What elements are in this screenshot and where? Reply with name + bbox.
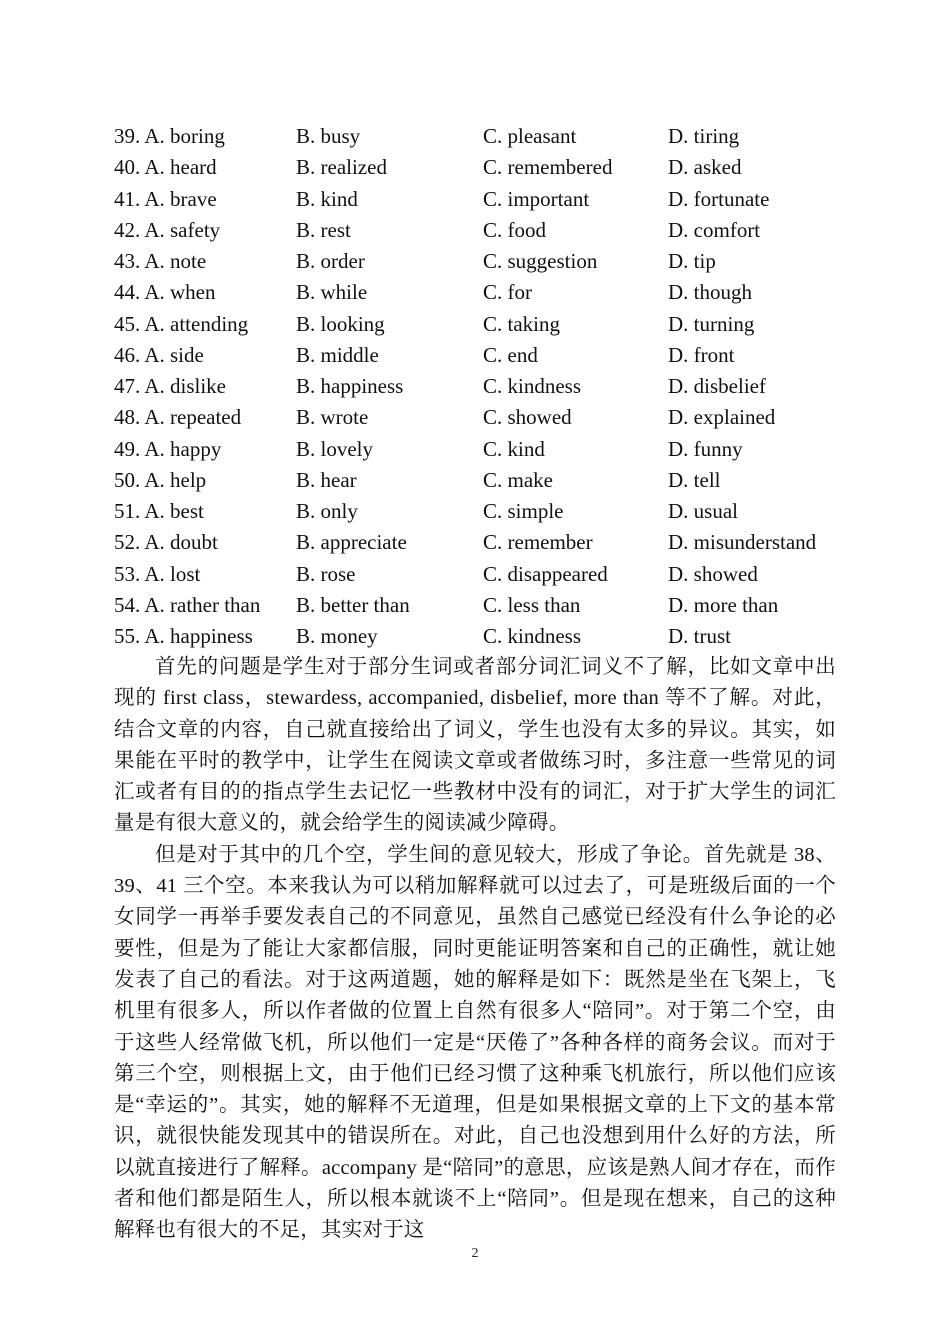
- option-a: [114, 559, 200, 590]
- option-b: B. rest: [296, 217, 351, 242]
- option-b: B. realized: [296, 155, 387, 180]
- option-row: [114, 621, 854, 652]
- question-number: 54.: [114, 592, 141, 617]
- question-number: 51.: [114, 499, 141, 523]
- question-number: 40.: [114, 155, 141, 180]
- option-a: [114, 465, 206, 496]
- option-d: D. trust: [668, 624, 731, 648]
- option-row: [114, 340, 854, 371]
- option-b: B. only: [296, 499, 358, 523]
- option-d: D. though: [668, 280, 752, 305]
- option-d: D. front: [668, 342, 735, 367]
- option-c: C. simple: [483, 499, 564, 523]
- option-a-text: A. happiness: [144, 624, 253, 648]
- answer-options-list: [114, 121, 854, 652]
- option-b: B. kind: [296, 186, 358, 211]
- option-a: [114, 496, 204, 527]
- option-b: B. busy: [296, 124, 361, 148]
- option-c: C. remember: [483, 530, 593, 555]
- option-b: B. wrote: [296, 405, 369, 430]
- option-c: C. remembered: [483, 155, 613, 180]
- option-d: D. tiring: [668, 124, 740, 148]
- option-row: [114, 590, 854, 621]
- option-row: [114, 496, 854, 527]
- question-number: 44.: [114, 280, 141, 305]
- option-a-text: A. doubt: [144, 530, 218, 555]
- option-d: D. explained: [668, 405, 776, 430]
- paragraph: 但是对于其中的几个空，学生间的意见较大，形成了争论。首先就是 38、39、41 三个空。本来我认为可以稍加解释就可以过去了，可是班级后面的一个女同学一再举手要发表自己的不同意见，虽然自己感觉已经没有什么争论的必要性，但是为了能让大家都信服，同时更能证明答案和自己的正确性，就让她发表了自己的看法。对于这两道题，她的解释是如下：既然是坐在飞架上，飞机里有很多人，所以作者做的位置上自然有很多人“陪同”。对于第二个空，由于这些人经常做飞机，所以他们一定是“厌倦了”各种各样的商务会议。而对于第三个空，则根据上文，由于他们已经习惯了这种乘飞机旅行，所以他们应该是“幸运的”。其实，她的解释不无道理，但是如果根据文章的上下文的基本常识，就很快能发现其中的错误所在。对此，自己也没想到用什么好的方法，所以就直接进行了解释。accompany 是“陪同”的意思，应该是熟人间才存在，而作者和他们都是陌生人，所以根本就谈不上“陪同”。但是现在想来，自己的这种解释也有很大的不足，其实对于这: [114, 843, 836, 1242]
- option-row: [114, 309, 854, 340]
- option-a: [114, 402, 241, 433]
- body-text: [114, 652, 836, 1247]
- option-row: [114, 246, 854, 277]
- option-c: C. kindness: [483, 374, 582, 398]
- option-a: [114, 621, 253, 652]
- option-a: [114, 590, 260, 621]
- question-number: 53.: [114, 561, 141, 586]
- option-row: [114, 434, 854, 465]
- option-row: [114, 277, 854, 308]
- option-c: C. important: [483, 186, 590, 211]
- option-d: D. usual: [668, 499, 738, 523]
- option-c: C. pleasant: [483, 124, 577, 148]
- option-row: [114, 152, 854, 183]
- option-a: [114, 246, 206, 277]
- question-number: 49.: [114, 436, 141, 461]
- option-d: D. misunderstand: [668, 530, 817, 555]
- option-b: B. rose: [296, 561, 356, 586]
- option-c: C. disappeared: [483, 561, 608, 586]
- option-a-text: A. safety: [144, 217, 221, 242]
- option-a: [114, 527, 218, 558]
- option-a: [114, 121, 225, 152]
- question-number: 46.: [114, 342, 141, 367]
- option-d: D. tell: [668, 467, 721, 492]
- option-a-text: A. side: [144, 342, 204, 367]
- option-a-text: A. note: [144, 249, 207, 273]
- option-b: B. happiness: [296, 374, 404, 398]
- option-b: B. hear: [296, 467, 357, 492]
- question-number: 45.: [114, 311, 141, 336]
- option-row: [114, 184, 854, 215]
- option-a: [114, 277, 216, 308]
- option-d: D. funny: [668, 436, 743, 461]
- option-a-text: A. rather than: [144, 592, 261, 617]
- option-row: [114, 402, 854, 433]
- question-number: 52.: [114, 530, 141, 555]
- option-row: [114, 527, 854, 558]
- option-d: D. comfort: [668, 217, 761, 242]
- option-d: D. disbelief: [668, 374, 766, 398]
- option-c: C. food: [483, 217, 546, 242]
- option-a-text: A. best: [144, 499, 204, 523]
- option-a-text: A. heard: [144, 155, 217, 180]
- option-row: [114, 121, 854, 152]
- option-c: C. showed: [483, 405, 572, 430]
- option-b: B. lovely: [296, 436, 373, 461]
- option-a-text: A. lost: [144, 561, 201, 586]
- question-number: 41.: [114, 186, 141, 211]
- option-row: [114, 559, 854, 590]
- option-a-text: A. happy: [144, 436, 222, 461]
- option-a: [114, 152, 217, 183]
- option-a-text: A. dislike: [144, 374, 227, 398]
- question-number: 43.: [114, 249, 141, 273]
- option-b: B. middle: [296, 342, 379, 367]
- option-d: D. turning: [668, 311, 755, 336]
- option-c: C. end: [483, 342, 538, 367]
- option-c: C. kind: [483, 436, 545, 461]
- option-a-text: A. repeated: [144, 405, 242, 430]
- question-number: 39.: [114, 124, 141, 148]
- option-c: C. for: [483, 280, 532, 305]
- option-d: D. fortunate: [668, 186, 770, 211]
- option-a: [114, 215, 220, 246]
- option-c: C. less than: [483, 592, 581, 617]
- option-d: D. more than: [668, 592, 779, 617]
- question-number: 47.: [114, 374, 141, 398]
- option-a: [114, 309, 248, 340]
- option-a: [114, 371, 226, 402]
- question-number: 55.: [114, 624, 141, 648]
- option-a-text: A. when: [144, 280, 216, 305]
- option-row: [114, 215, 854, 246]
- option-a-text: A. help: [144, 467, 207, 492]
- option-d: D. showed: [668, 561, 758, 586]
- option-b: B. looking: [296, 311, 385, 336]
- option-b: B. order: [296, 249, 365, 273]
- option-b: B. money: [296, 624, 378, 648]
- option-a-text: A. attending: [144, 311, 249, 336]
- option-row: [114, 465, 854, 496]
- option-c: C. taking: [483, 311, 560, 336]
- option-a: [114, 340, 204, 371]
- option-d: D. asked: [668, 155, 742, 180]
- option-b: B. better than: [296, 592, 410, 617]
- option-b: B. while: [296, 280, 368, 305]
- question-number: 50.: [114, 467, 141, 492]
- option-c: C. kindness: [483, 624, 582, 648]
- option-a: [114, 434, 221, 465]
- question-number: 48.: [114, 405, 141, 430]
- option-row: [114, 371, 854, 402]
- option-a-text: A. boring: [144, 124, 225, 148]
- question-number: 42.: [114, 217, 141, 242]
- option-a: [114, 184, 217, 215]
- page-number: 2: [471, 1246, 479, 1261]
- option-b: B. appreciate: [296, 530, 407, 555]
- option-d: D. tip: [668, 249, 716, 273]
- paragraph: 首先的问题是学生对于部分生词或者部分词汇词义不了解，比如文章中出现的 first class，stewardess, accompanied, disbelief, more than 等不了解。对此，结合文章的内容，自己就直接给出了词义，学生也没有太多的异议。其实，如果能在平时的教学中，让学生在阅读文章或者做练习时，多注意一些常见的词汇或者有目的的指点学生去记忆一些教材中没有的词汇，对于扩大学生的词汇量是有很大意义的，就会给学生的阅读减少障碍。: [114, 656, 836, 835]
- option-c: C. suggestion: [483, 249, 598, 273]
- option-c: C. make: [483, 467, 553, 492]
- option-a-text: A. brave: [144, 186, 217, 211]
